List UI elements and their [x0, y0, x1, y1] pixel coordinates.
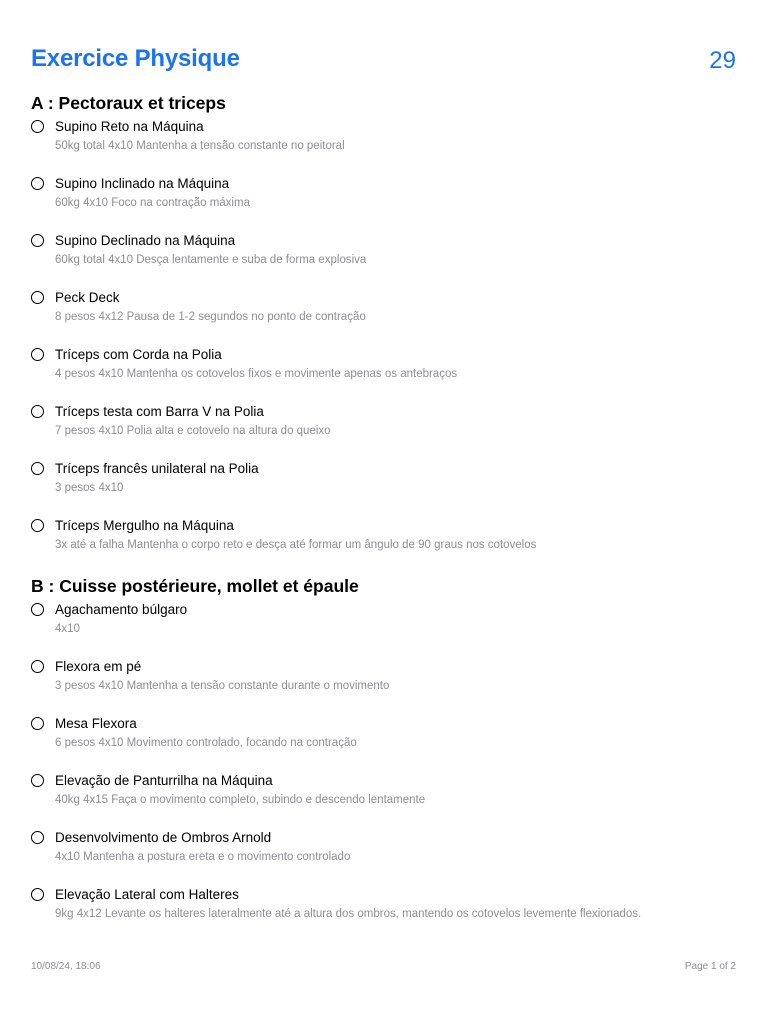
- exercise-note: 3 pesos 4x10: [55, 482, 124, 494]
- checkbox-circle-icon[interactable]: [31, 348, 44, 361]
- exercise-item: [31, 460, 736, 517]
- exercise-name: Desenvolvimento de Ombros Arnold: [55, 830, 272, 845]
- footer-page-number: Page 1 of 2: [684, 961, 736, 972]
- exercise-note: 7 pesos 4x10 Polia alta e cotovelo na altura do queixo: [55, 425, 331, 437]
- checkbox-circle-icon[interactable]: [31, 120, 44, 133]
- exercise-name: Supino Declinado na Máquina: [55, 233, 236, 248]
- item-count: 29: [709, 47, 736, 74]
- exercise-item: [31, 346, 736, 403]
- exercise-note: 60kg 4x10 Foco na contração máxima: [55, 197, 250, 209]
- exercise-item: [31, 403, 736, 460]
- checkbox-circle-icon[interactable]: [31, 774, 44, 787]
- exercise-name: Peck Deck: [55, 290, 120, 305]
- exercise-note: 40kg 4x15 Faça o movimento completo, subindo e descendo lentamente: [55, 794, 426, 806]
- exercise-name: Tríceps francês unilateral na Polia: [55, 461, 259, 476]
- exercise-note: 4 pesos 4x10 Mantenha os cotovelos fixos e movimente apenas os antebraços: [55, 368, 458, 380]
- exercise-name: Tríceps testa com Barra V na Polia: [55, 404, 264, 419]
- exercise-name: Supino Reto na Máquina: [55, 119, 204, 134]
- exercise-note: 3 pesos 4x10 Mantenha a tensão constante durante o movimento: [55, 680, 390, 692]
- checkbox-circle-icon[interactable]: [31, 888, 44, 901]
- checkbox-circle-icon[interactable]: [31, 405, 44, 418]
- exercise-note: 8 pesos 4x12 Pausa de 1-2 segundos no ponto de contração: [55, 311, 366, 323]
- checkbox-circle-icon[interactable]: [31, 177, 44, 190]
- checkbox-circle-icon[interactable]: [31, 234, 44, 247]
- page-header: [31, 45, 736, 81]
- exercise-item: [31, 829, 736, 886]
- exercise-name: Elevação Lateral com Halteres: [55, 887, 239, 902]
- exercise-note: 60kg total 4x10 Desça lentamente e suba de forma explosiva: [55, 254, 367, 266]
- footer-date: 10/08/24, 18:06: [31, 961, 101, 972]
- exercise-item: [31, 715, 736, 772]
- exercise-name: Tríceps com Corda na Polia: [55, 347, 222, 362]
- checkbox-circle-icon[interactable]: [31, 519, 44, 532]
- checkbox-circle-icon[interactable]: [31, 831, 44, 844]
- section-title: A : Pectoraux et triceps: [31, 93, 226, 113]
- exercise-name: Supino Inclinado na Máquina: [55, 176, 230, 191]
- checkbox-circle-icon[interactable]: [31, 603, 44, 616]
- exercise-note: 4x10 Mantenha a postura ereta e o movimento controlado: [55, 851, 351, 863]
- exercise-name: Tríceps Mergulho na Máquina: [55, 518, 234, 533]
- exercise-item: [31, 517, 736, 574]
- exercise-note: 9kg 4x12 Levante os halteres lateralmente até a altura dos ombros, mantendo os cotovelos levemente flexionados.: [55, 908, 642, 920]
- checkbox-circle-icon[interactable]: [31, 717, 44, 730]
- exercise-note: 4x10: [55, 623, 80, 635]
- exercise-item: [31, 772, 736, 829]
- exercise-item: [31, 175, 736, 232]
- section-title: B : Cuisse postérieure, mollet et épaule: [31, 576, 359, 596]
- section-a: [31, 92, 736, 574]
- exercise-note: 3x até a falha Mantenha o corpo reto e desça até formar um ângulo de 90 graus nos cotovelos: [55, 539, 537, 551]
- exercise-item: [31, 118, 736, 175]
- exercise-item: [31, 658, 736, 715]
- exercise-name: Mesa Flexora: [55, 716, 137, 731]
- exercise-name: Elevação de Panturrilha na Máquina: [55, 773, 273, 788]
- checkbox-circle-icon[interactable]: [31, 660, 44, 673]
- exercise-note: 6 pesos 4x10 Movimento controlado, focando na contração: [55, 737, 357, 749]
- exercise-item: [31, 289, 736, 346]
- exercise-note: 50kg total 4x10 Mantenha a tensão constante no peitoral: [55, 140, 345, 152]
- exercise-name: Flexora em pé: [55, 659, 142, 674]
- section-b: [31, 575, 736, 943]
- page-title: Exercice Physique: [31, 45, 240, 72]
- exercise-item: [31, 601, 736, 658]
- checkbox-circle-icon[interactable]: [31, 462, 44, 475]
- exercise-name: Agachamento búlgaro: [55, 602, 188, 617]
- exercise-item: [31, 886, 736, 943]
- checkbox-circle-icon[interactable]: [31, 291, 44, 304]
- exercise-item: [31, 232, 736, 289]
